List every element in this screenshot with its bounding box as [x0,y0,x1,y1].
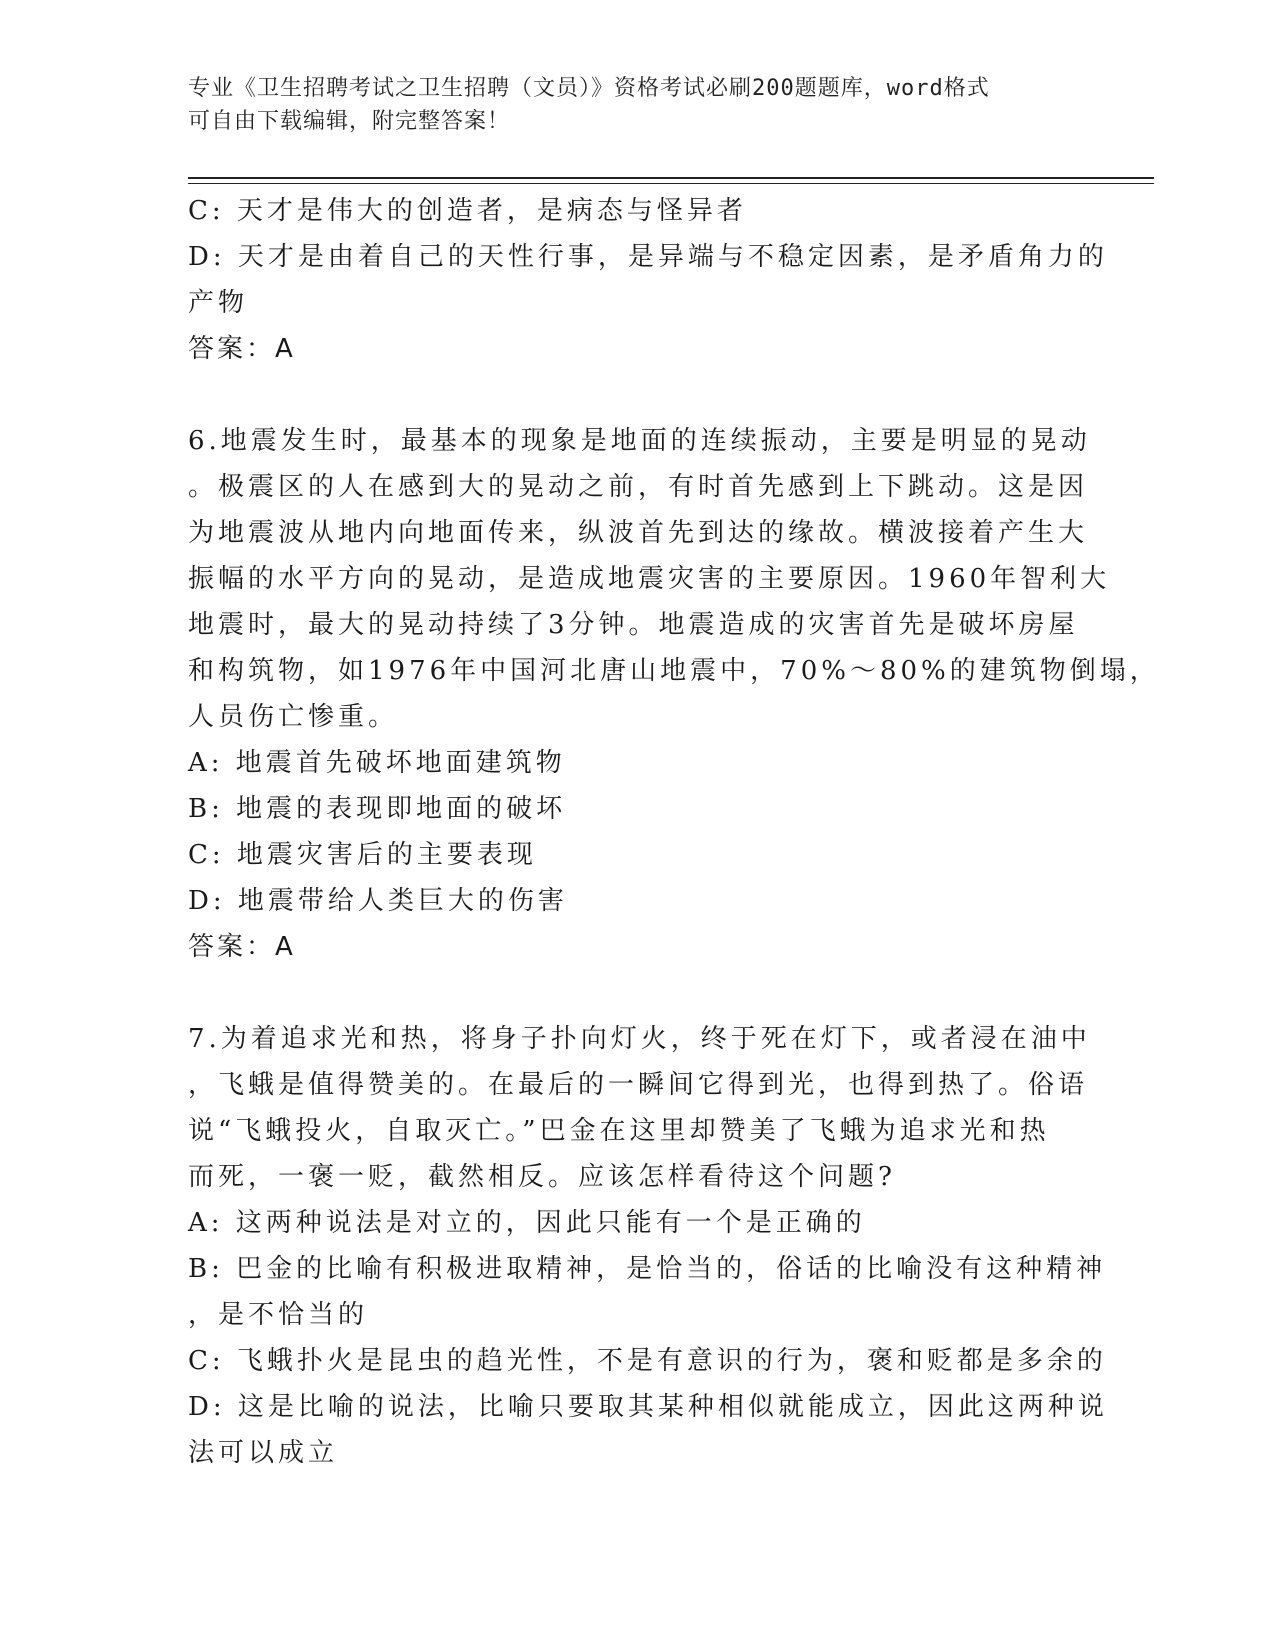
q6-option-d: D: 地震带给人类巨大的伤害 [188,886,568,916]
q6-stem-line-2: 。极震区的人在感到大的晃动之前，有时首先感到上下跳动。这是因 [188,472,1089,502]
q6-stem-line-3: 为地震波从地内向地面传来，纵波首先到达的缘故。横波接着产生大 [188,518,1089,548]
q6-option-b: B: 地震的表现即地面的破坏 [188,794,567,824]
q7-option-b-line-1: B: 巴金的比喻有积极进取精神，是恰当的，俗话的比喻没有这种精神 [188,1254,1107,1284]
q7-option-c: C: 飞蛾扑火是昆虫的趋光性，不是有意识的行为，褒和贬都是多余的 [188,1346,1107,1376]
q6-stem-line-7: 人员伤亡惨重。 [188,702,399,732]
q7-option-d-line-2: 法可以成立 [188,1438,339,1468]
q6-option-a: A: 地震首先破坏地面建筑物 [188,748,566,778]
q5-option-c: C: 天才是伟大的创造者，是病态与怪异者 [188,196,747,226]
q7-stem-line-3: 说“飞蛾投火，自取灭亡。”巴金在这里却赞美了飞蛾为追求光和热 [188,1116,1050,1146]
header-divider-thick [188,177,1154,179]
q7-stem-line-1: 7.为着追求光和热，将身子扑向灯火，终于死在灯下，或者浸在油中 [188,1024,1091,1054]
spacer [188,970,1088,1016]
document-header [188,72,1068,138]
document-body [188,188,1160,1476]
q6-stem-line-4: 振幅的水平方向的晃动，是造成地震灾害的主要原因。1960年智利大 [188,564,1111,594]
q5-option-d-line-2: 产物 [188,288,249,318]
q5-answer: 答案：A [188,334,296,364]
question-7 [188,1016,1108,1476]
q7-option-a: A: 这两种说法是对立的，因此只能有一个是正确的 [188,1208,866,1238]
q5-option-d-line-1: D: 天才是由着自己的天性行事，是异端与不稳定因素，是矛盾角力的 [188,242,1108,272]
header-title-line-1: 专业《卫生招聘考试之卫生招聘（文员）》资格考试必刷200题题库，word格式 [188,76,990,101]
header-title-line-2: 可自由下载编辑，附完整答案！ [188,109,511,134]
q6-option-c: C: 地震灾害后的主要表现 [188,840,537,870]
spacer [188,372,1088,418]
q6-answer: 答案：A [188,932,296,962]
question-6 [188,418,1160,970]
q7-stem-line-2: ，飞蛾是值得赞美的。在最后的一瞬间它得到光，也得到热了。俗语 [188,1070,1089,1100]
q6-stem-line-1: 6.地震发生时，最基本的现象是地面的连续振动，主要是明显的晃动 [188,426,1091,456]
header-divider-thin [188,183,1154,184]
q7-option-d-line-1: D: 这是比喻的说法，比喻只要取其某种相似就能成立，因此这两种说 [188,1392,1108,1422]
q7-option-b-line-2: ，是不恰当的 [188,1300,369,1330]
q6-stem-line-5: 地震时，最大的晃动持续了3分钟。地震造成的灾害首先是破坏房屋 [188,610,1079,640]
q7-stem-line-4: 而死，一褒一贬，截然相反。应该怎样看待这个问题? [188,1162,896,1192]
question-5-tail [188,188,1108,372]
q6-stem-line-6: 和构筑物，如1976年中国河北唐山地震中，70%～80%的建筑物倒塌， [188,656,1160,686]
